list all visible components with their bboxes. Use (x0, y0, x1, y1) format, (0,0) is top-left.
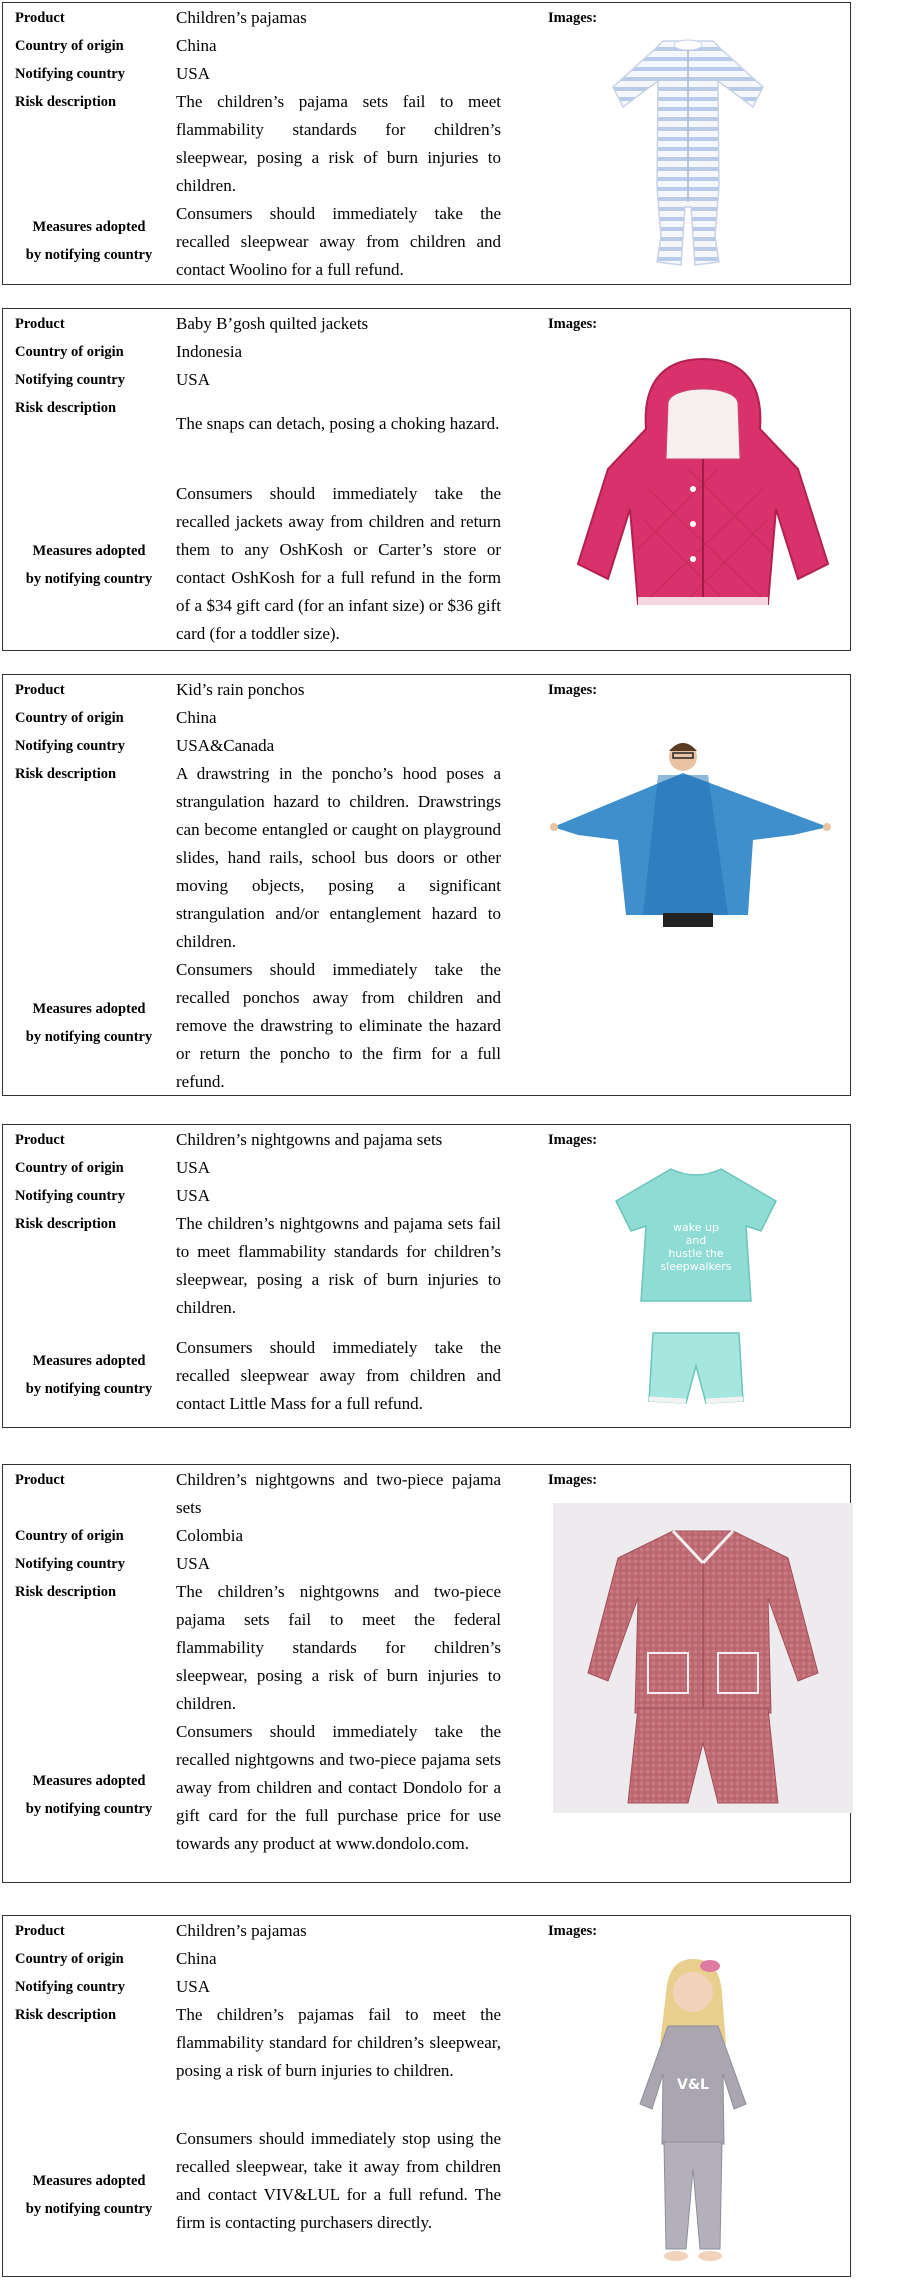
country-of-origin-value: USA (176, 1158, 211, 1177)
country-of-origin-label: Country of origin (15, 38, 124, 54)
country-of-origin-label: Country of origin (15, 1951, 124, 1967)
measures-value: Consumers should immediately take the recalled jackets away from children and return them to any OshKosh or Carter’s store or contact OshKosh for a full refund in the form of a $34 gift card (for an infant size) or $36 gift card (for a toddler size). (176, 484, 501, 643)
measures-label-line1: Measures adopted (32, 1773, 146, 1789)
risk-description-value: The snaps can detach, posing a choking hazard. (176, 414, 500, 433)
product-value: Children’s nightgowns and pajama sets (176, 1130, 443, 1149)
country-of-origin-label: Country of origin (15, 1528, 124, 1544)
measures-label (15, 213, 163, 269)
measures-label-line1: Measures adopted (32, 219, 146, 235)
country-of-origin-label: Country of origin (15, 710, 124, 726)
risk-description-label: Risk description (15, 1216, 117, 1232)
measures-value: Consumers should immediately stop using the recalled sleepwear, take it away from children and contact VIV&LUL for a full refund. The firm is contacting purchasers directly. (176, 2129, 501, 2232)
notifying-country-value: USA (176, 1977, 211, 1996)
risk-description-value: A drawstring in the poncho’s hood poses a strangulation hazard to children. Drawstrings can become entangled or caught on playground slides, hand rails, school bus doors or other moving objects, posing a significant strangulation and/or entanglement hazard to children. (176, 764, 501, 951)
notifying-country-value: USA (176, 1554, 211, 1573)
risk-description-label: Risk description (15, 766, 117, 782)
country-of-origin-value: Colombia (176, 1526, 244, 1545)
notifying-country-label: Notifying country (15, 66, 125, 82)
recall-record (2, 1124, 851, 1428)
country-of-origin-label: Country of origin (15, 1160, 124, 1176)
notifying-country-label: Notifying country (15, 1556, 125, 1572)
product-label: Product (15, 682, 65, 698)
risk-description-value: The children’s pajamas fail to meet the flammability standard for children’s sleepwear, posing a risk of burn injuries to children. (176, 2005, 501, 2080)
product-value: Children’s pajamas (176, 8, 307, 27)
measures-label (15, 995, 163, 1051)
measures-label (15, 537, 163, 593)
blue-poncho-icon (548, 735, 833, 935)
measures-label-line2: by notifying country (25, 1029, 153, 1045)
measures-value: Consumers should immediately take the recalled nightgowns and two-piece pajama sets away from children and contact Dondolo for a gift card for the full purchase price for use towards any product at www.dondolo.com. (176, 1722, 501, 1853)
country-of-origin-value: China (176, 36, 217, 55)
country-of-origin-value: China (176, 1949, 217, 1968)
images-label: Images: (548, 10, 598, 26)
measures-label-line1: Measures adopted (32, 2173, 146, 2189)
product-label: Product (15, 1132, 65, 1148)
notifying-country-value: USA&Canada (176, 736, 275, 755)
recall-record (2, 1464, 851, 1883)
recall-record (2, 1915, 851, 2277)
notifying-country-value: USA (176, 1186, 211, 1205)
images-label: Images: (548, 682, 598, 698)
notifying-country-label: Notifying country (15, 1188, 125, 1204)
images-label: Images: (548, 316, 598, 332)
girl-grey-pajama-icon (628, 1954, 758, 2269)
product-label: Product (15, 316, 65, 332)
country-of-origin-value: Indonesia (176, 342, 243, 361)
notifying-country-value: USA (176, 370, 211, 389)
country-of-origin-label: Country of origin (15, 344, 124, 360)
measures-label-line2: by notifying country (25, 2201, 153, 2217)
risk-description-value: The children’s nightgowns and two-piece pajama sets fail to meet the federal flammability standards for children’s sleepwear, posing a risk of burn injuries to children. (176, 1582, 501, 1713)
measures-label (15, 2167, 163, 2223)
recall-record (2, 308, 851, 651)
product-value: Kid’s rain ponchos (176, 680, 305, 699)
measures-value: Consumers should immediately take the recalled sleepwear away from children and contact Little Mass for a full refund. (176, 1338, 501, 1413)
mint-pajama-icon (611, 1161, 781, 1416)
measures-label-line2: by notifying country (25, 1801, 153, 1817)
measures-label (15, 1347, 163, 1403)
measures-label-line1: Measures adopted (32, 543, 146, 559)
images-label: Images: (548, 1132, 598, 1148)
notifying-country-label: Notifying country (15, 372, 125, 388)
pink-jacket-icon (568, 349, 838, 619)
measures-label-line2: by notifying country (25, 1381, 153, 1397)
country-of-origin-value: China (176, 708, 217, 727)
measures-value: Consumers should immediately take the recalled sleepwear away from children and contact Woolino for a full refund. (176, 204, 501, 279)
measures-label-line1: Measures adopted (32, 1353, 146, 1369)
risk-description-value: The children’s nightgowns and pajama sets fail to meet flammability standards for children’s sleepwear, posing a risk of burn injuries to children. (176, 1214, 501, 1317)
notifying-country-label: Notifying country (15, 738, 125, 754)
product-value: Baby B’gosh quilted jackets (176, 314, 369, 333)
product-value: Children’s nightgowns and two-piece pajama sets (176, 1470, 501, 1517)
notifying-country-value: USA (176, 64, 211, 83)
images-label: Images: (548, 1472, 598, 1488)
measures-label-line2: by notifying country (25, 247, 153, 263)
product-label: Product (15, 1472, 65, 1488)
product-label: Product (15, 1923, 65, 1939)
measures-label (15, 1767, 163, 1823)
recall-record (2, 2, 851, 285)
measures-value: Consumers should immediately take the recalled ponchos away from children and remove the drawstring to eliminate the hazard or return the poncho to the firm for a full refund. (176, 960, 501, 1091)
shirt-print-text: wake up and hustle the sleepwalkers (660, 1221, 732, 1273)
risk-description-label: Risk description (15, 1584, 117, 1600)
measures-label-line1: Measures adopted (32, 1001, 146, 1017)
product-value: Children’s pajamas (176, 1921, 307, 1940)
risk-description-label: Risk description (15, 400, 117, 416)
measures-label-line2: by notifying country (25, 571, 153, 587)
notifying-country-label: Notifying country (15, 1979, 125, 1995)
risk-description-label: Risk description (15, 94, 117, 110)
red-gingham-pajama-icon (553, 1503, 853, 1813)
recall-record (2, 674, 851, 1096)
striped-sleeper-icon (603, 37, 773, 277)
risk-description-value: The children’s pajama sets fail to meet flammability standards for children’s sleepwear, posing a risk of burn injuries to children. (176, 92, 501, 195)
risk-description-label: Risk description (15, 2007, 117, 2023)
shirt-print-text: V&L (677, 2077, 709, 2093)
product-label: Product (15, 10, 65, 26)
images-label: Images: (548, 1923, 598, 1939)
